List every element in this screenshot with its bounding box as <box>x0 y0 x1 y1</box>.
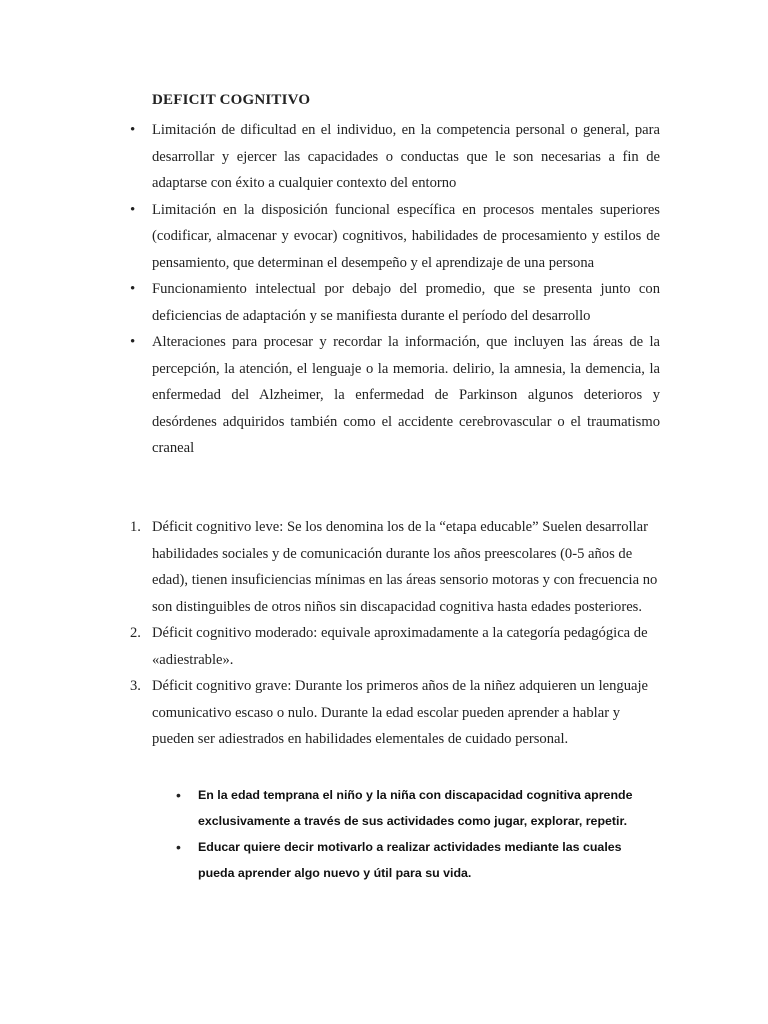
bullet-text: Alteraciones para procesar y recordar la información, que incluyen las áreas de la percepción, la atención, el lenguaje o la memoria. delirio, la amnesia, la demencia, la enfermedad del Alzheimer, la enfermedad de Parkinson algunos deterioros y desórdenes adquiridos también como el accidente cerebrovascular o el traumatismo craneal <box>152 334 660 456</box>
bullet-icon: • <box>176 839 181 855</box>
sub-bullet-list <box>176 782 646 886</box>
bullet-icon: • <box>130 334 136 350</box>
numbered-list <box>130 514 660 753</box>
list-item <box>176 782 646 834</box>
bullet-text: Limitación en la disposición funcional específica en procesos mentales superiores (codificar, almacenar y evocar) cognitivos, habilidades de procesamiento y estilos de pensamiento, que determinan el desempeño y el aprendizaje de una persona <box>152 201 660 271</box>
bullet-text: Limitación de dificultad en el individuo, en la competencia personal o general, para desarrollar y ejercer las capacidades o conductas que le son necesarias a fin de adaptarse con éxito a cualquier contexto del entorno <box>152 122 660 191</box>
bullet-icon: • <box>130 201 136 218</box>
list-item <box>130 620 660 673</box>
list-number: 2. <box>130 625 141 641</box>
list-item <box>130 673 660 753</box>
document-title: DEFICIT COGNITIVO <box>152 92 311 108</box>
sub-bullet-text: Educar quiere decir motivarlo a realizar actividades mediante las cuales pueda aprender algo nuevo y útil para su vida. <box>198 840 622 880</box>
list-item <box>130 117 660 197</box>
bullet-icon: • <box>176 787 181 803</box>
bullet-list <box>130 117 660 462</box>
list-item <box>130 514 660 620</box>
list-number: 1. <box>130 519 141 535</box>
list-item <box>176 834 646 886</box>
sub-bullet-text: En la edad temprana el niño y la niña con discapacidad cognitiva aprende exclusivamente a través de sus actividades como jugar, explorar, repetir. <box>198 788 633 828</box>
list-item <box>130 197 660 277</box>
list-number: 3. <box>130 678 141 694</box>
bullet-icon: • <box>130 122 136 138</box>
list-text: Déficit cognitivo moderado: equivale aproximadamente a la categoría pedagógica de «adiestrable». <box>152 625 648 668</box>
list-text: Déficit cognitivo leve: Se los denomina los de la “etapa educable” Suelen desarrollar habilidades sociales y de comunicación durante los años preescolares (0-5 años de edad), tienen insuficiencias mínimas en las áreas sensorio motoras y con frecuencia no son distinguibles de otros niños sin discapacidad cognitiva hasta edades posteriores. <box>152 519 658 615</box>
bullet-text: Funcionamiento intelectual por debajo del promedio, que se presenta junto con deficiencias de adaptación y se manifiesta durante el período del desarrollo <box>152 281 660 324</box>
bullet-icon: • <box>130 281 136 297</box>
list-item <box>130 276 660 329</box>
list-text: Déficit cognitivo grave: Durante los primeros años de la niñez adquieren un lenguaje comunicativo escaso o nulo. Durante la edad escolar pueden aprender a hablar y pueden ser adiestrados en habilidades elementales de cuidado personal. <box>152 678 649 747</box>
list-item <box>130 329 660 462</box>
